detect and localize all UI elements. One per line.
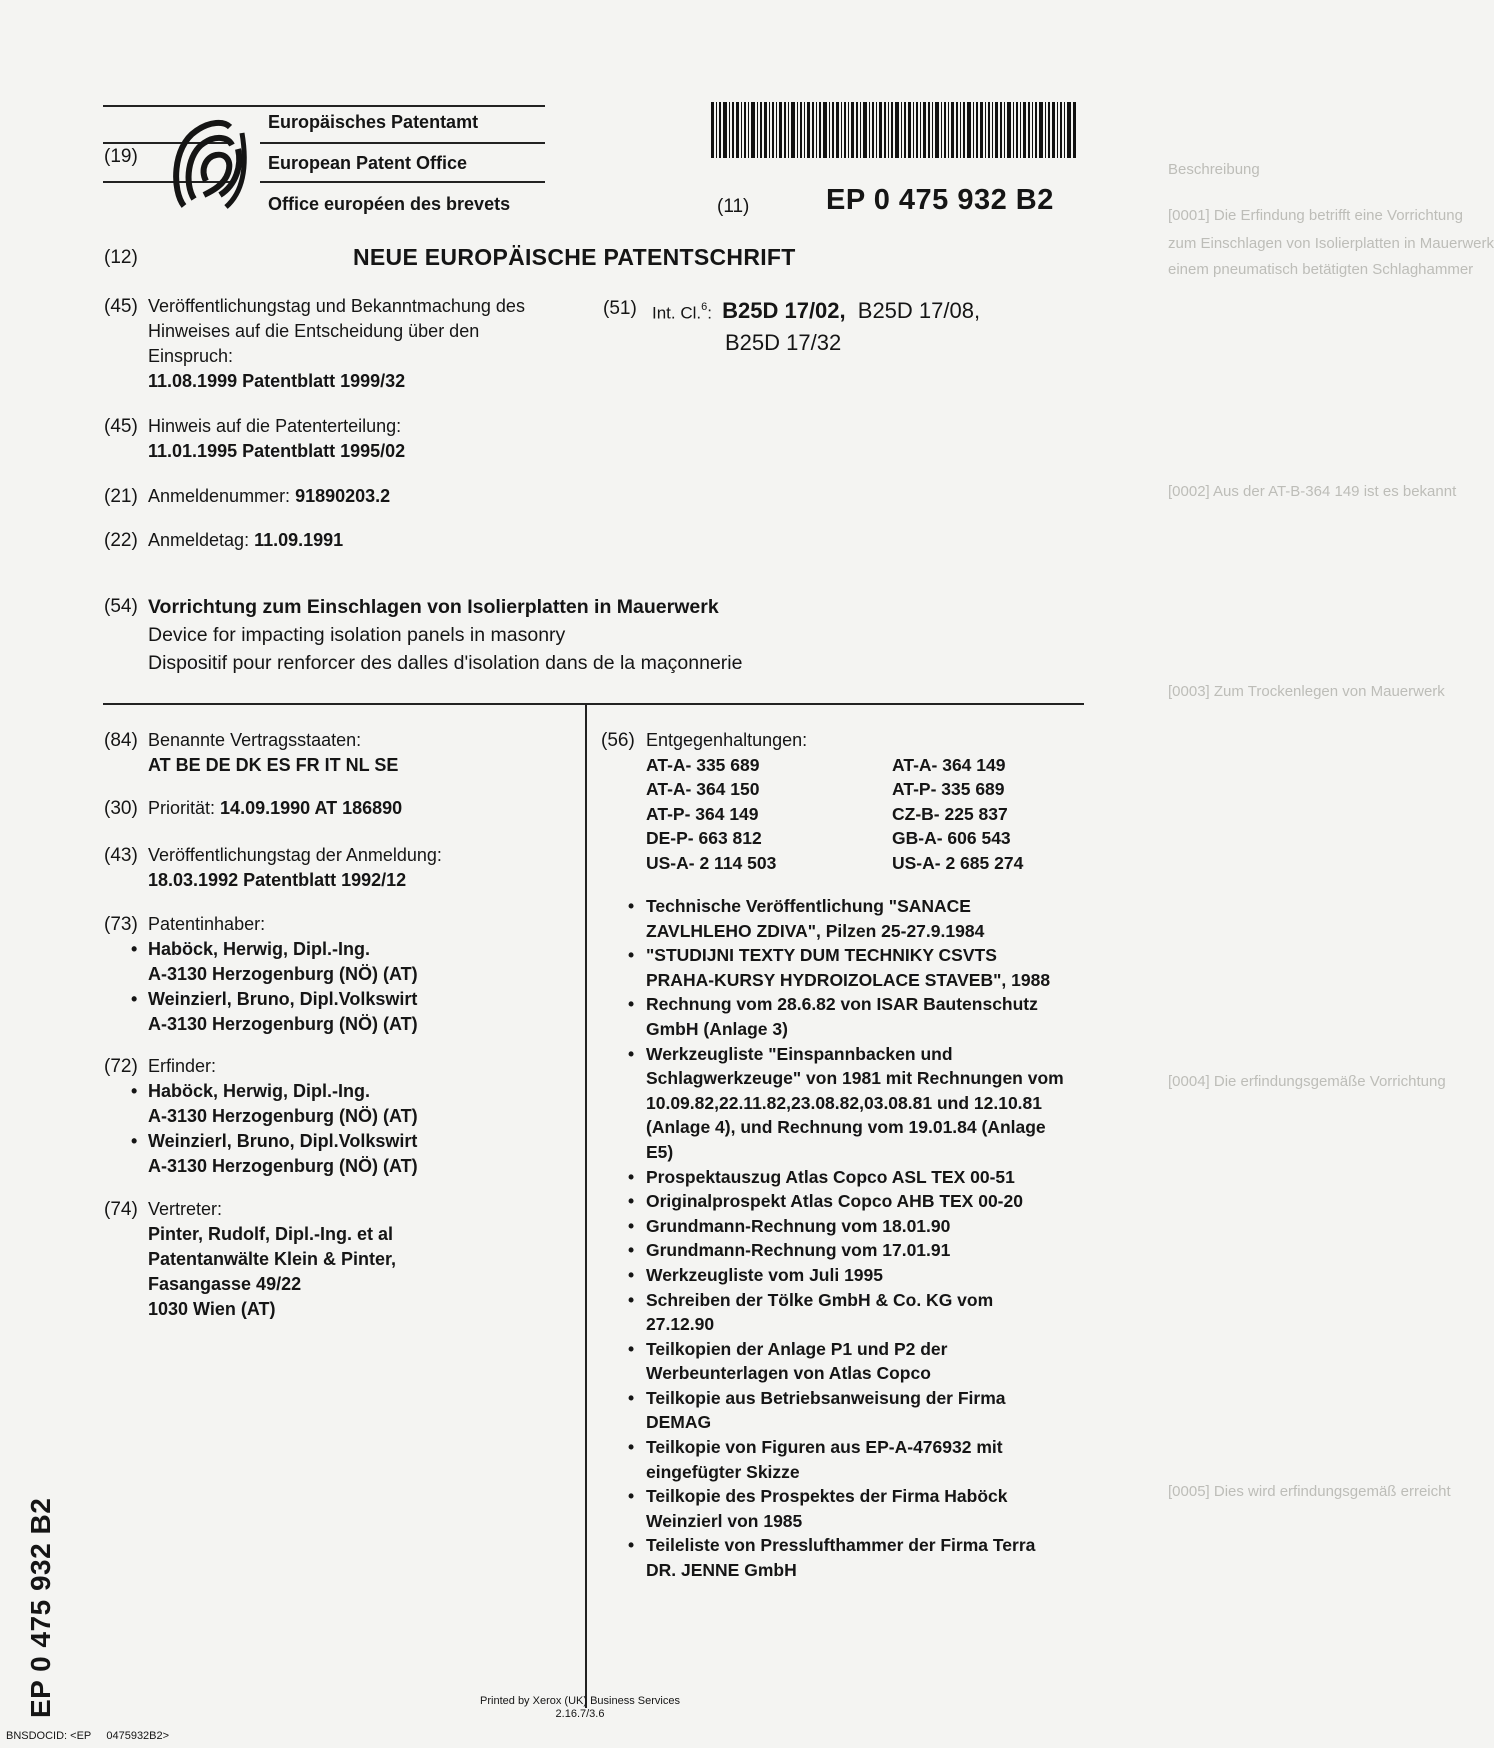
filing-date-value: 11.09.1991: [254, 530, 344, 550]
application-publication: [148, 843, 442, 893]
citation-doc: AT-A- 364 149: [892, 755, 1006, 775]
citation-doc: AT-A- 335 689: [646, 755, 760, 775]
citation-doc: AT-P- 364 149: [646, 803, 759, 824]
citation-doc: DE-P- 663 812: [646, 828, 762, 849]
bullet: •: [131, 989, 138, 1009]
code-30: (30): [104, 798, 138, 819]
inventors-label: Erfinder:: [148, 1056, 217, 1076]
code-45b: (45): [104, 416, 138, 437]
show-through-line: [0002] Aus der AT-B-364 149 ist es bekannt: [1168, 483, 1457, 500]
code-11: (11): [717, 196, 750, 217]
representative-label: Vertreter:: [148, 1199, 223, 1219]
bullet: •: [131, 1131, 138, 1151]
office-name-en: European Patent Office: [268, 153, 468, 173]
code-84: (84): [104, 730, 138, 751]
representative-line-3: Fasangasse 49/22: [148, 1274, 302, 1294]
show-through-line: [0001] Die Erfindung betrifft eine Vorrichtung: [1168, 207, 1463, 224]
priority-label: Priorität:: [148, 798, 216, 818]
inventors: [131, 1054, 418, 1179]
citation-item: • Teilkopie von Figuren aus EP-A-476932 mit eingefügter Skizze: [628, 1437, 1003, 1482]
citation-doc: CZ-B- 225 837: [892, 803, 1008, 824]
citations-label: Entgegenhaltungen:: [646, 730, 808, 750]
mid-rule-left-2: [260, 142, 545, 144]
citation-item: • Teilkopie aus Betriebsanweisung der Firma DEMAG: [628, 1387, 1006, 1433]
citation-item: • Werkzeugliste vom Juli 1995: [628, 1264, 884, 1285]
citation-item: • Originalprospekt Atlas Copco AHB TEX 00-20: [628, 1191, 1023, 1212]
ipc-edition: 6: [701, 301, 708, 313]
citation-item: • Teilkopien der Anlage P1 und P2 der Werbeunterlagen von Atlas Copco: [628, 1338, 948, 1384]
designated-states-value: AT BE DE DK ES FR IT NL SE: [148, 755, 399, 775]
citation-row: [646, 777, 1086, 801]
printer-note: [420, 1695, 740, 1721]
publication-number: EP 0 475 932 B2: [826, 184, 1054, 216]
decision-value: 11.08.1999 Patentblatt 1999/32: [148, 371, 406, 391]
non-patent-citations: [626, 894, 1066, 1583]
designated-states: [148, 728, 398, 778]
citation-item: • Prospektauszug Atlas Copco ASL TEX 00-51: [628, 1166, 1015, 1187]
decision-label-2: Hinweises auf die Entscheidung über den: [148, 321, 480, 341]
filing-date: [148, 528, 343, 553]
code-72: (72): [104, 1056, 138, 1077]
office-name-de: Europäisches Patentamt: [268, 112, 479, 132]
code-12: (12): [104, 247, 138, 268]
ipc-main: B25D 17/02,: [722, 298, 846, 324]
ipc-classification: [652, 292, 980, 358]
document-type: NEUE EUROPÄISCHE PATENTSCHRIFT: [353, 244, 796, 270]
designated-states-label: Benannte Vertragsstaaten:: [148, 730, 362, 750]
show-through-line: Beschreibung: [1168, 161, 1260, 178]
citation-item: • Schreiben der Tölke GmbH & Co. KG vom 27.12.90: [628, 1289, 994, 1335]
citation-item: • Teileliste von Presslufthammer der Firma Terra DR. JENNE GmbH: [628, 1535, 1036, 1581]
inventor-1-address: A-3130 Herzogenburg (NÖ) (AT): [148, 1106, 418, 1126]
bullet: •: [131, 939, 138, 959]
show-through-line: [0005] Dies wird erfindungsgemäß erreicht: [1168, 1483, 1451, 1500]
code-45a: (45): [104, 296, 138, 317]
proprietors: [131, 912, 418, 1037]
show-through-line: einem pneumatisch betätigten Schlaghammer: [1168, 261, 1474, 278]
application-publication-label: Veröffentlichungstag der Anmeldung:: [148, 845, 442, 865]
proprietor-1-name: Haböck, Herwig, Dipl.-Ing.: [148, 939, 371, 959]
inventor-1-name: Haböck, Herwig, Dipl.-Ing.: [148, 1081, 371, 1101]
citation-row: [646, 802, 1086, 826]
column-divider: [585, 703, 587, 1708]
citation-item: • Rechnung vom 28.6.82 von ISAR Bautenschutz GmbH (Anlage 3): [628, 994, 1038, 1039]
citation-doc: GB-A- 606 543: [892, 828, 1011, 849]
priority: [148, 796, 402, 821]
show-through-line: zum Einschlagen von Isolierplatten in Mauerwerk: [1168, 235, 1494, 252]
office-name-fr: Office européen des brevets: [268, 194, 511, 214]
grant-value: 11.01.1995 Patentblatt 1995/02: [148, 441, 406, 461]
show-through-line: [0003] Zum Trockenlegen von Mauerwerk: [1168, 683, 1445, 700]
decision-notice: [148, 294, 568, 394]
epo-logo: [166, 111, 242, 209]
representative: [148, 1197, 396, 1322]
code-73: (73): [104, 914, 138, 935]
citation-item: • Werkzeugliste "Einspannbacken und Schlagwerkzeuge" von 1981 mit Rechnungen vom 10.09.82,22.11.82,23.08.82,03.08.81 und 12.10.81 (Anlage 4), und Rechnung vom 19.01.84 (Anlage E5): [628, 1043, 1064, 1162]
citation-row: [646, 851, 1086, 875]
inventor-2-address: A-3130 Herzogenburg (NÖ) (AT): [148, 1156, 418, 1176]
title-fr: Dispositif pour renforcer des dalles d'isolation dans de la maçonnerie: [148, 652, 743, 674]
printer-code: 2.16.7/3.6: [555, 1708, 605, 1720]
citation-item: • Grundmann-Rechnung vom 18.01.90: [628, 1215, 951, 1236]
citation-item: • "STUDIJNI TEXTY DUM TECHNIKY CSVTS PRAHA-KURSY HYDROIZOLACE STAVEB", 1988: [628, 945, 1051, 990]
representative-line-2: Patentanwälte Klein & Pinter,: [148, 1249, 397, 1269]
code-43: (43): [104, 845, 138, 866]
inventor-2-name: Weinzierl, Bruno, Dipl.Volkswirt: [148, 1131, 418, 1151]
low-rule-left-2: [260, 181, 545, 183]
filing-date-label: Anmeldetag:: [148, 530, 250, 550]
citation-item: • Teilkopie des Prospektes der Firma Haböck Weinzierl von 1985: [628, 1486, 1008, 1531]
title-block: [148, 593, 742, 677]
application-number-label: Anmeldenummer:: [148, 486, 291, 506]
ipc-label: Int. Cl.: [652, 303, 702, 323]
proprietor-1-address: A-3130 Herzogenburg (NÖ) (AT): [148, 964, 418, 984]
application-number: [148, 484, 390, 509]
grant-label: Hinweis auf die Patenterteilung:: [148, 416, 402, 436]
code-19: (19): [104, 146, 138, 167]
citation-row: [646, 753, 1086, 777]
ipc-third: B25D 17/32: [725, 330, 842, 356]
proprietor-2-name: Weinzierl, Bruno, Dipl.Volkswirt: [148, 989, 418, 1009]
docid: BNSDOCID: <EP 0475932B2>: [6, 1730, 170, 1742]
representative-line-4: 1030 Wien (AT): [148, 1299, 276, 1319]
citation-doc: US-A- 2 114 503: [646, 852, 777, 873]
decision-label-3: Einspruch:: [148, 346, 234, 366]
decision-label-1: Veröffentlichungstag und Bekanntmachung des: [148, 296, 525, 316]
ipc-second: B25D 17/08,: [857, 298, 981, 324]
code-56: (56): [601, 730, 635, 751]
priority-value: 14.09.1990 AT 186890: [220, 798, 403, 818]
title-de: Vorrichtung zum Einschlagen von Isolierplatten in Mauerwerk: [148, 596, 719, 618]
ipc-colon: :: [707, 303, 712, 323]
code-21: (21): [104, 486, 138, 507]
proprietors-label: Patentinhaber:: [148, 914, 266, 934]
code-74: (74): [104, 1199, 138, 1220]
proprietor-2-address: A-3130 Herzogenburg (NÖ) (AT): [148, 1014, 418, 1034]
title-en: Device for impacting isolation panels in masonry: [148, 624, 566, 646]
grant-notice: [148, 414, 568, 464]
code-22: (22): [104, 530, 138, 551]
code-54: (54): [104, 596, 138, 617]
citation-row: [646, 826, 1086, 850]
bullet: •: [131, 1081, 138, 1101]
barcode: [711, 102, 1077, 158]
citation-doc: AT-P- 335 689: [892, 779, 1005, 800]
application-publication-value: 18.03.1992 Patentblatt 1992/12: [148, 870, 407, 890]
top-rule-left: [103, 105, 545, 107]
representative-line-1: Pinter, Rudolf, Dipl.-Ing. et al: [148, 1224, 394, 1244]
application-number-value: 91890203.2: [295, 486, 391, 506]
citation-doc: AT-A- 364 150: [646, 779, 760, 800]
citation-item: • Technische Veröffentlichung "SANACE ZAVLHLEHO ZDIVA", Pilzen 25-27.9.1984: [628, 896, 985, 941]
citation-item: • Grundmann-Rechnung vom 17.01.91: [628, 1240, 951, 1261]
show-through-line: [0004] Die erfindungsgemäße Vorrichtung: [1168, 1073, 1446, 1090]
citation-doc: US-A- 2 685 274: [892, 852, 1024, 873]
section-divider: [103, 703, 1084, 705]
code-51: (51): [603, 298, 637, 319]
printer-line: Printed by Xerox (UK) Business Services: [480, 1695, 680, 1707]
citation-table: [646, 753, 1086, 875]
side-publication-number: EP 0 475 932 B2: [25, 1497, 56, 1718]
